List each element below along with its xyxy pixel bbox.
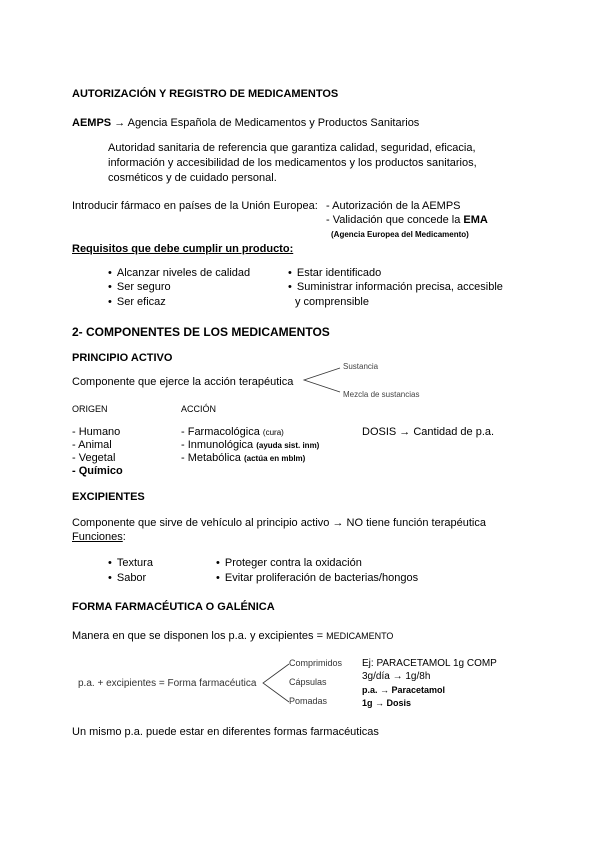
accion-item <box>181 426 284 439</box>
origen-item: - Humano <box>72 426 121 438</box>
requisito-item: • Alcanzar niveles de calidad <box>108 267 250 280</box>
accion-note: (actúa en mblm) <box>243 454 306 463</box>
branch-mezcla: Mezcla de sustancias <box>343 390 420 399</box>
funcion-item: • Proteger contra la oxidación <box>216 557 362 570</box>
requisito-item: • Ser eficaz <box>108 296 166 309</box>
forma-equation: p.a. + excipientes = Forma farmacéutica <box>78 678 257 689</box>
accion-label: - Metabólica <box>181 452 241 464</box>
funcion-item: • Sabor <box>108 572 146 585</box>
requisitos-heading: Requisitos que debe cumplir un producto: <box>72 243 294 255</box>
example-line: Ej: PARACETAMOL 1g COMP <box>362 658 497 669</box>
accion-note: (ayuda sist. inm) <box>256 441 320 450</box>
principio-activo-definition: Componente que ejerce la acción terapéutica <box>72 376 294 388</box>
page-title: AUTORIZACIÓN Y REGISTRO DE MEDICAMENTOS <box>72 88 339 100</box>
funcion-item: • Evitar proliferación de bacterias/hongos <box>216 572 418 585</box>
forma-definition <box>72 630 393 643</box>
excipientes-definition: Componente que sirve de vehículo al principio activo → NO tiene función terapéutica <box>72 517 486 529</box>
branch-capsulas: Cápsulas <box>289 677 327 687</box>
origen-item: - Químico <box>72 465 123 477</box>
forma-closing: Un mismo p.a. puede estar en diferentes formas farmacéuticas <box>72 726 379 738</box>
eu-intro: Introducir fármaco en países de la Unión Europea: <box>72 200 318 212</box>
aemps-desc-line-1: Autoridad sanitaria de referencia que garantiza calidad, seguridad, eficacia, <box>108 142 476 154</box>
branch-pomadas: Pomadas <box>289 696 328 706</box>
aemps-line <box>72 117 419 130</box>
example-line: p.a. → Paracetamol <box>362 685 446 695</box>
accion-note: (cura) <box>262 428 284 437</box>
branch-bracket <box>300 366 344 394</box>
origen-item: - Animal <box>72 439 112 451</box>
funciones-label <box>72 531 126 544</box>
accion-label: - Farmacológica <box>181 426 260 438</box>
accion-label: - Inmunológica <box>181 439 254 451</box>
aemps-arrow: → <box>114 117 126 129</box>
requisito-item: • Suministrar información precisa, accesible <box>288 281 503 294</box>
accion-header: ACCIÓN <box>181 404 217 414</box>
requisito-item: • Ser seguro <box>108 281 171 294</box>
accion-item <box>181 452 305 465</box>
forma-definition-tag: MEDICAMENTO <box>326 631 394 641</box>
forma-farmaceutica-heading: FORMA FARMACÉUTICA O GALÉNICA <box>72 601 275 613</box>
eu-item-ema-text: - Validación que concede la <box>326 214 461 226</box>
accion-item <box>181 439 319 452</box>
excipientes-heading: EXCIPIENTES <box>72 491 145 503</box>
branch-comprimidos: Comprimidos <box>289 658 343 668</box>
funciones-colon: : <box>122 531 126 543</box>
aemps-acronym: AEMPS <box>72 117 112 129</box>
ema-fullname: (Agencia Europea del Medicamento) <box>331 230 469 239</box>
aemps-fullname: Agencia Española de Medicamentos y Productos Sanitarios <box>127 117 420 129</box>
requisito-item: • Estar identificado <box>288 267 381 280</box>
branch-sustancia: Sustancia <box>343 362 379 371</box>
eu-item-aemps: - Autorización de la AEMPS <box>326 200 461 212</box>
branch-bracket <box>259 662 291 704</box>
dosis-definition: DOSIS → Cantidad de p.a. <box>362 426 495 438</box>
section-heading: 2- COMPONENTES DE LOS MEDICAMENTOS <box>72 325 330 339</box>
example-line: 1g → Dosis <box>362 698 412 708</box>
origen-header: ORIGEN <box>72 404 108 414</box>
example-line: 3g/día → 1g/8h <box>362 671 431 682</box>
funcion-item: • Textura <box>108 557 153 570</box>
principio-activo-heading: PRINCIPIO ACTIVO <box>72 352 173 364</box>
aemps-desc-line-3: cosméticos y de cuidado personal. <box>108 172 277 184</box>
origen-item: - Vegetal <box>72 452 116 464</box>
forma-definition-text: Manera en que se disponen los p.a. y excipientes = <box>72 630 324 642</box>
aemps-desc-line-2: información y accesibilidad de los medicamentos y los productos sanitarios, <box>108 157 477 169</box>
eu-item-ema <box>326 214 488 227</box>
ema-acronym: EMA <box>463 214 488 226</box>
requisito-item-continuation: y comprensible <box>295 296 369 308</box>
funciones-label-text: Funciones <box>72 531 123 543</box>
